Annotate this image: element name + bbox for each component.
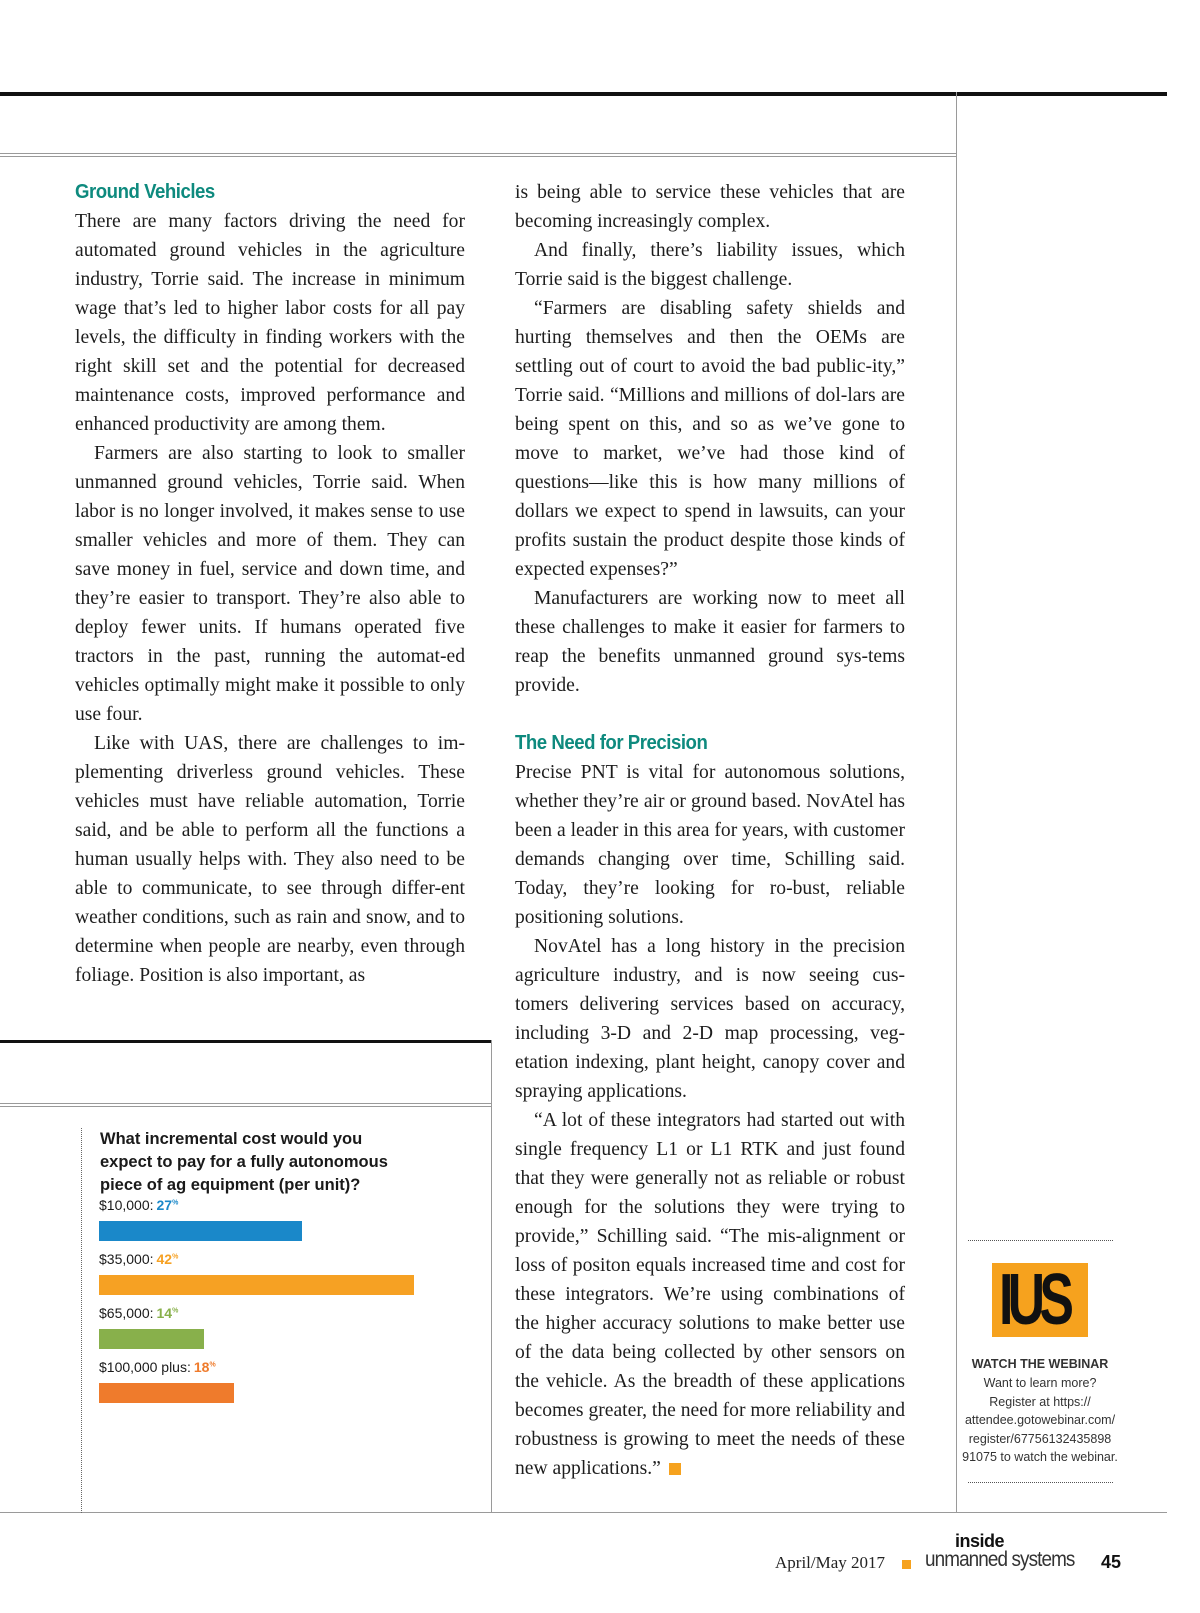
article-column-2 — [515, 178, 905, 1483]
section-heading-need-for-precision: The Need for Precision — [515, 732, 708, 754]
bar-value-unit: % — [209, 1361, 216, 1369]
webinar-line: 91075 to watch the webinar. — [962, 1450, 1118, 1464]
bar — [99, 1383, 234, 1403]
webinar-link[interactable]: attendee.gotowebinar.com/ — [964, 1413, 1116, 1427]
bar-value-unit: % — [172, 1307, 179, 1315]
chart-dotted-rule — [81, 1128, 82, 1513]
paragraph: Precise PNT is vital for autonomous solutions, whether they’re air or ground based. NovAtel has been a leader in this area for years, with customer demands changing over time, Schilling said. Today, they’re looking for ro-bust, reliable positioning solutions. — [515, 762, 905, 928]
chart-top-rule — [0, 1040, 491, 1043]
ius-logo-text: IUS — [999, 1260, 1069, 1340]
sidebar-dotted-bottom — [968, 1482, 1113, 1483]
end-of-article-mark — [669, 1463, 681, 1475]
paragraph: Manufacturers are working now to meet all these challenges to make it easier for farmers to reap the benefits unmanned ground sys-tems provide. — [515, 588, 905, 696]
bar-label — [99, 1251, 178, 1267]
bar-label — [99, 1197, 178, 1213]
bar-value-unit: % — [172, 1253, 179, 1261]
paragraph: And finally, there’s liability issues, which Torrie said is the biggest challenge. — [515, 240, 905, 290]
paragraph: There are many factors driving the need for automated ground vehicles in the agriculture industry, Torrie said. The increase in minimum wage that’s led to higher labor costs for all pay levels, the difficulty in finding workers with the right skill set and the potential for decreased maintenance costs, improved performance and enhanced productivity are among them. — [75, 211, 465, 435]
footer-square — [902, 1560, 911, 1569]
bar — [99, 1221, 302, 1241]
ius-logo — [992, 1260, 1088, 1340]
paragraph: is being able to service these vehicles that are becoming increasingly complex. — [515, 182, 905, 232]
bar — [99, 1329, 204, 1349]
bar-value-label: 14 — [156, 1305, 173, 1321]
webinar-line: Register at https:// — [989, 1394, 1091, 1409]
paragraph-text: “A lot of these integrators had started out with single frequency L1 or L1 RTK and just found that they were generally not as reliable or robust enough for the solutions they were trying to provide,” Schilling said. “The mis-alignment or loss of positon equals increased time and cost for these integrators. We’re using combinations of the higher accuracy solutions to make better use of the data being collected by other sensors on the vehicle. As the breadth of these applications becomes greater, the need for more reliability and robustness is growing to meet the needs of these new applications.” — [515, 1110, 905, 1479]
bar-value-label: 42 — [156, 1251, 173, 1267]
webinar-text — [955, 1374, 1125, 1467]
sidebar-divider — [956, 92, 957, 1512]
webinar-line: Want to learn more? — [983, 1376, 1097, 1390]
bar-label — [99, 1359, 216, 1375]
paragraph: NovAtel has a long history in the precision agriculture industry, and is now seeing cus-tomers delivering services based on accuracy, including 3-D and 2-D map processing, veg-etation indexing, plant height, canopy cover and spraying applications. — [515, 936, 905, 1102]
bar-chart — [99, 1197, 459, 1417]
sidebar-dotted-top — [968, 1240, 1113, 1241]
page-number: 45 — [1101, 1552, 1122, 1572]
bar-category: $65,000: — [99, 1305, 154, 1321]
brand-unmanned-systems: unmanned systems — [925, 1548, 1075, 1571]
section-heading-ground-vehicles: Ground Vehicles — [75, 181, 215, 203]
brand-inside: inside — [955, 1531, 1005, 1551]
header-thin-rule-2 — [0, 156, 957, 157]
bottom-rule — [0, 1512, 1167, 1513]
chart-thin-rule-2 — [0, 1106, 491, 1107]
paragraph — [515, 1106, 905, 1483]
paragraph: Like with UAS, there are challenges to im-plementing driverless ground vehicles. These vehicles must have reliable automation, Torrie said, and be able to perform all the functions a human usually helps with. They also need to be able to communicate, to see through differ-ent weather conditions, such as rain and snow, and to determine when people are nearby, even through foliage. Position is also important, as — [75, 733, 465, 986]
bar-category: $10,000: — [99, 1197, 154, 1213]
bar — [99, 1275, 414, 1295]
header-thin-rule — [0, 153, 957, 154]
bar-value-label: 18 — [193, 1359, 210, 1375]
bar-value-unit: % — [172, 1199, 179, 1207]
bar-category: $100,000 plus: — [99, 1359, 191, 1375]
issue-date: April/May 2017 — [775, 1553, 886, 1572]
paragraph: Farmers are also starting to look to smaller unmanned ground vehicles, Torrie said. When labor is no longer involved, it makes sense to use smaller vehicles and more of them. They can save money in fuel, service and down time, and they’re easier to transport. They’re also able to deploy fewer units. If humans operated five tractors in the past, running the automat-ed vehicles optimally might make it possible to only use four. — [75, 443, 465, 725]
paragraph: “Farmers are disabling safety shields and hurting themselves and then the OEMs are settling out of court to avoid the bad public-ity,” Torrie said. “Millions and millions of dol-lars are being spent on this, and so as we’ve gone to move to market, we’ve had those kind of questions—like this is how many millions of dollars we expect to spend in lawsuits, can your profits sustain the product despite those kinds of expected expenses?” — [515, 298, 905, 580]
chart-title: What incremental cost would you expect to pay for a fully autonomous piece of ag equipment (per unit)? — [100, 1130, 388, 1194]
chart-thin-rule — [0, 1103, 491, 1104]
webinar-link[interactable]: register/67756132435898 — [968, 1431, 1112, 1446]
column-divider — [491, 1040, 492, 1512]
article-column-1 — [75, 178, 465, 990]
bar-category: $35,000: — [99, 1251, 154, 1267]
bar-label — [99, 1305, 178, 1321]
bar-value-label: 27 — [156, 1197, 173, 1213]
webinar-heading: WATCH THE WEBINAR — [971, 1357, 1109, 1371]
top-rule — [0, 92, 1167, 96]
